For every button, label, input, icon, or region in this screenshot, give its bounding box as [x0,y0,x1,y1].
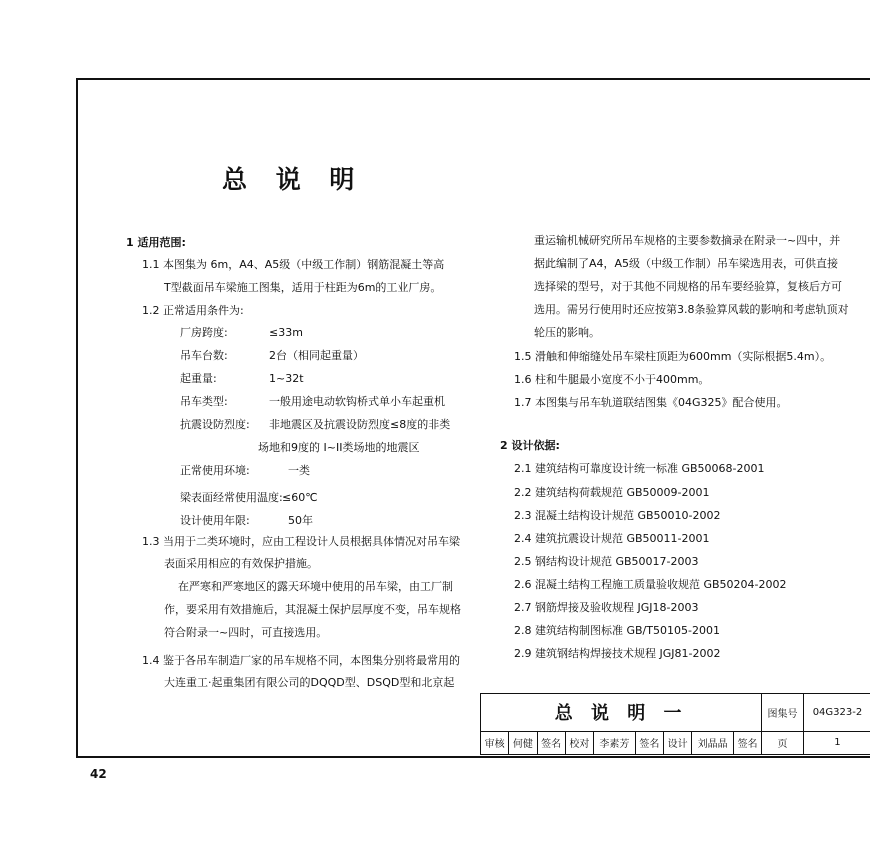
right-text-line: 轮压的影响。 [534,326,600,339]
right-text-line: 2.9 建筑钢结构焊接技术规程 JGJ81-2002 [514,647,721,660]
titleblock-atlas-label: 图集号 [762,694,804,732]
right-text-line: 1.6 柱和牛腿最小宽度不小于400mm。 [514,373,710,386]
left-text-line: 2台（相同起重量） [269,349,364,362]
left-text-line: 大连重工·起重集团有限公司的DQQD型、DSQD型和北京起 [164,676,455,689]
left-text-line: 起重量: [180,372,217,385]
right-text-line: 重运输机械研究所吊车规格的主要参数摘录在附录一~四中，并 [534,234,841,247]
left-text-line: 在严寒和严寒地区的露天环境中使用的吊车梁，由工厂制 [178,580,453,593]
left-text-line: 1.3 当用于二类环境时，应由工程设计人员根据具体情况对吊车梁 [142,535,460,548]
left-text-line: 非地震区及抗震设防烈度≤8度的非类 [269,418,451,431]
right-text-line: 选择梁的型号，对于其他不同规格的吊车要经验算，复核后方可 [534,280,842,293]
right-text-line: 1.5 滑触和伸缩缝处吊车梁柱顶距为600mm（实际根据5.4m）。 [514,350,832,363]
left-text-line: T型截面吊车梁施工图集，适用于柱距为6m的工业厂房。 [164,281,442,294]
right-text-line: 2.4 建筑抗震设计规范 GB50011-2001 [514,532,710,545]
left-text-line: 1.4 鉴于各吊车制造厂家的吊车规格不同，本图集分别将最常用的 [142,654,460,667]
titleblock-atlas-no: 04G323-2 [803,694,870,732]
page-number: 42 [90,767,107,781]
left-text-line: 抗震设防烈度: [180,418,250,431]
tb-cell: 何健 [509,731,537,754]
tb-cell: 李素芳 [594,731,636,754]
right-text-line: 2.3 混凝土结构设计规范 GB50010-2002 [514,509,721,522]
right-text-line: 2.2 建筑结构荷载规范 GB50009-2001 [514,486,710,499]
titleblock-name: 总 说 明 一 [481,694,762,732]
title-block [480,693,870,755]
tb-cell: 设计 [663,731,691,754]
right-text-line: 1.7 本图集与吊车轨道联结图集《04G325》配合使用。 [514,396,788,409]
left-text-line: 设计使用年限: [180,514,250,527]
left-text-line: 符合附录一~四时，可直接选用。 [164,626,328,639]
left-text-line: 正常使用环境: [180,464,250,477]
right-text-line: 2.8 建筑结构制图标准 GB/T50105-2001 [514,624,720,637]
right-text-line: 2.6 混凝土结构工程施工质量验收规范 GB50204-2002 [514,578,787,591]
left-text-line: ≤60℃ [282,491,318,504]
right-text-line: 2.1 建筑结构可靠度设计统一标准 GB50068-2001 [514,462,765,475]
tb-cell: 页 [762,731,804,754]
left-text-line: 场地和9度的 I~II类场地的地震区 [258,441,420,454]
left-text-line: 吊车台数: [180,349,228,362]
tb-cell: 签名 [733,731,761,754]
tb-cell: 刘晶晶 [692,731,734,754]
left-text-line: 1.1 本图集为 6m，A4、A5级（中级工作制）钢筋混凝土等高 [142,258,445,271]
left-text-line: 表面采用相应的有效保护措施。 [164,557,318,570]
tb-cell: 签名 [635,731,663,754]
right-text-line: 2.7 钢筋焊接及验收规程 JGJ18-2003 [514,601,699,614]
left-text-line: 1~32t [269,372,304,385]
right-text-line: 2.5 钢结构设计规范 GB50017-2003 [514,555,699,568]
left-text-line: 作，要采用有效措施后，其混凝土保护层厚度不变，吊车规格 [164,603,461,616]
tb-cell: 1 [803,731,870,754]
tb-cell: 校对 [565,731,593,754]
right-text-line: 据此编制了A4，A5级（中级工作制）吊车梁选用表，可供直接 [534,257,839,270]
right-text-line: 选用。需另行使用时还应按第3.8条验算风载的影响和考虑轨顶对 [534,303,849,316]
left-text-line: ≤33m [269,326,303,339]
left-text-line: 1.2 正常适用条件为: [142,304,244,317]
left-text-line: 梁表面经常使用温度: [180,491,283,504]
left-text-line: 1 适用范围: [126,236,186,249]
left-text-line: 吊车类型: [180,395,228,408]
tb-cell: 签名 [537,731,565,754]
left-text-line: 厂房跨度: [180,326,228,339]
left-text-line: 一类 [288,464,310,477]
left-text-line: 50年 [288,514,313,527]
page-title: 总 说 明 [222,165,365,194]
left-text-line: 一般用途电动软钩桥式单小车起重机 [269,395,445,408]
tb-cell: 审核 [481,731,509,754]
right-text-line: 2 设计依据: [500,439,560,452]
